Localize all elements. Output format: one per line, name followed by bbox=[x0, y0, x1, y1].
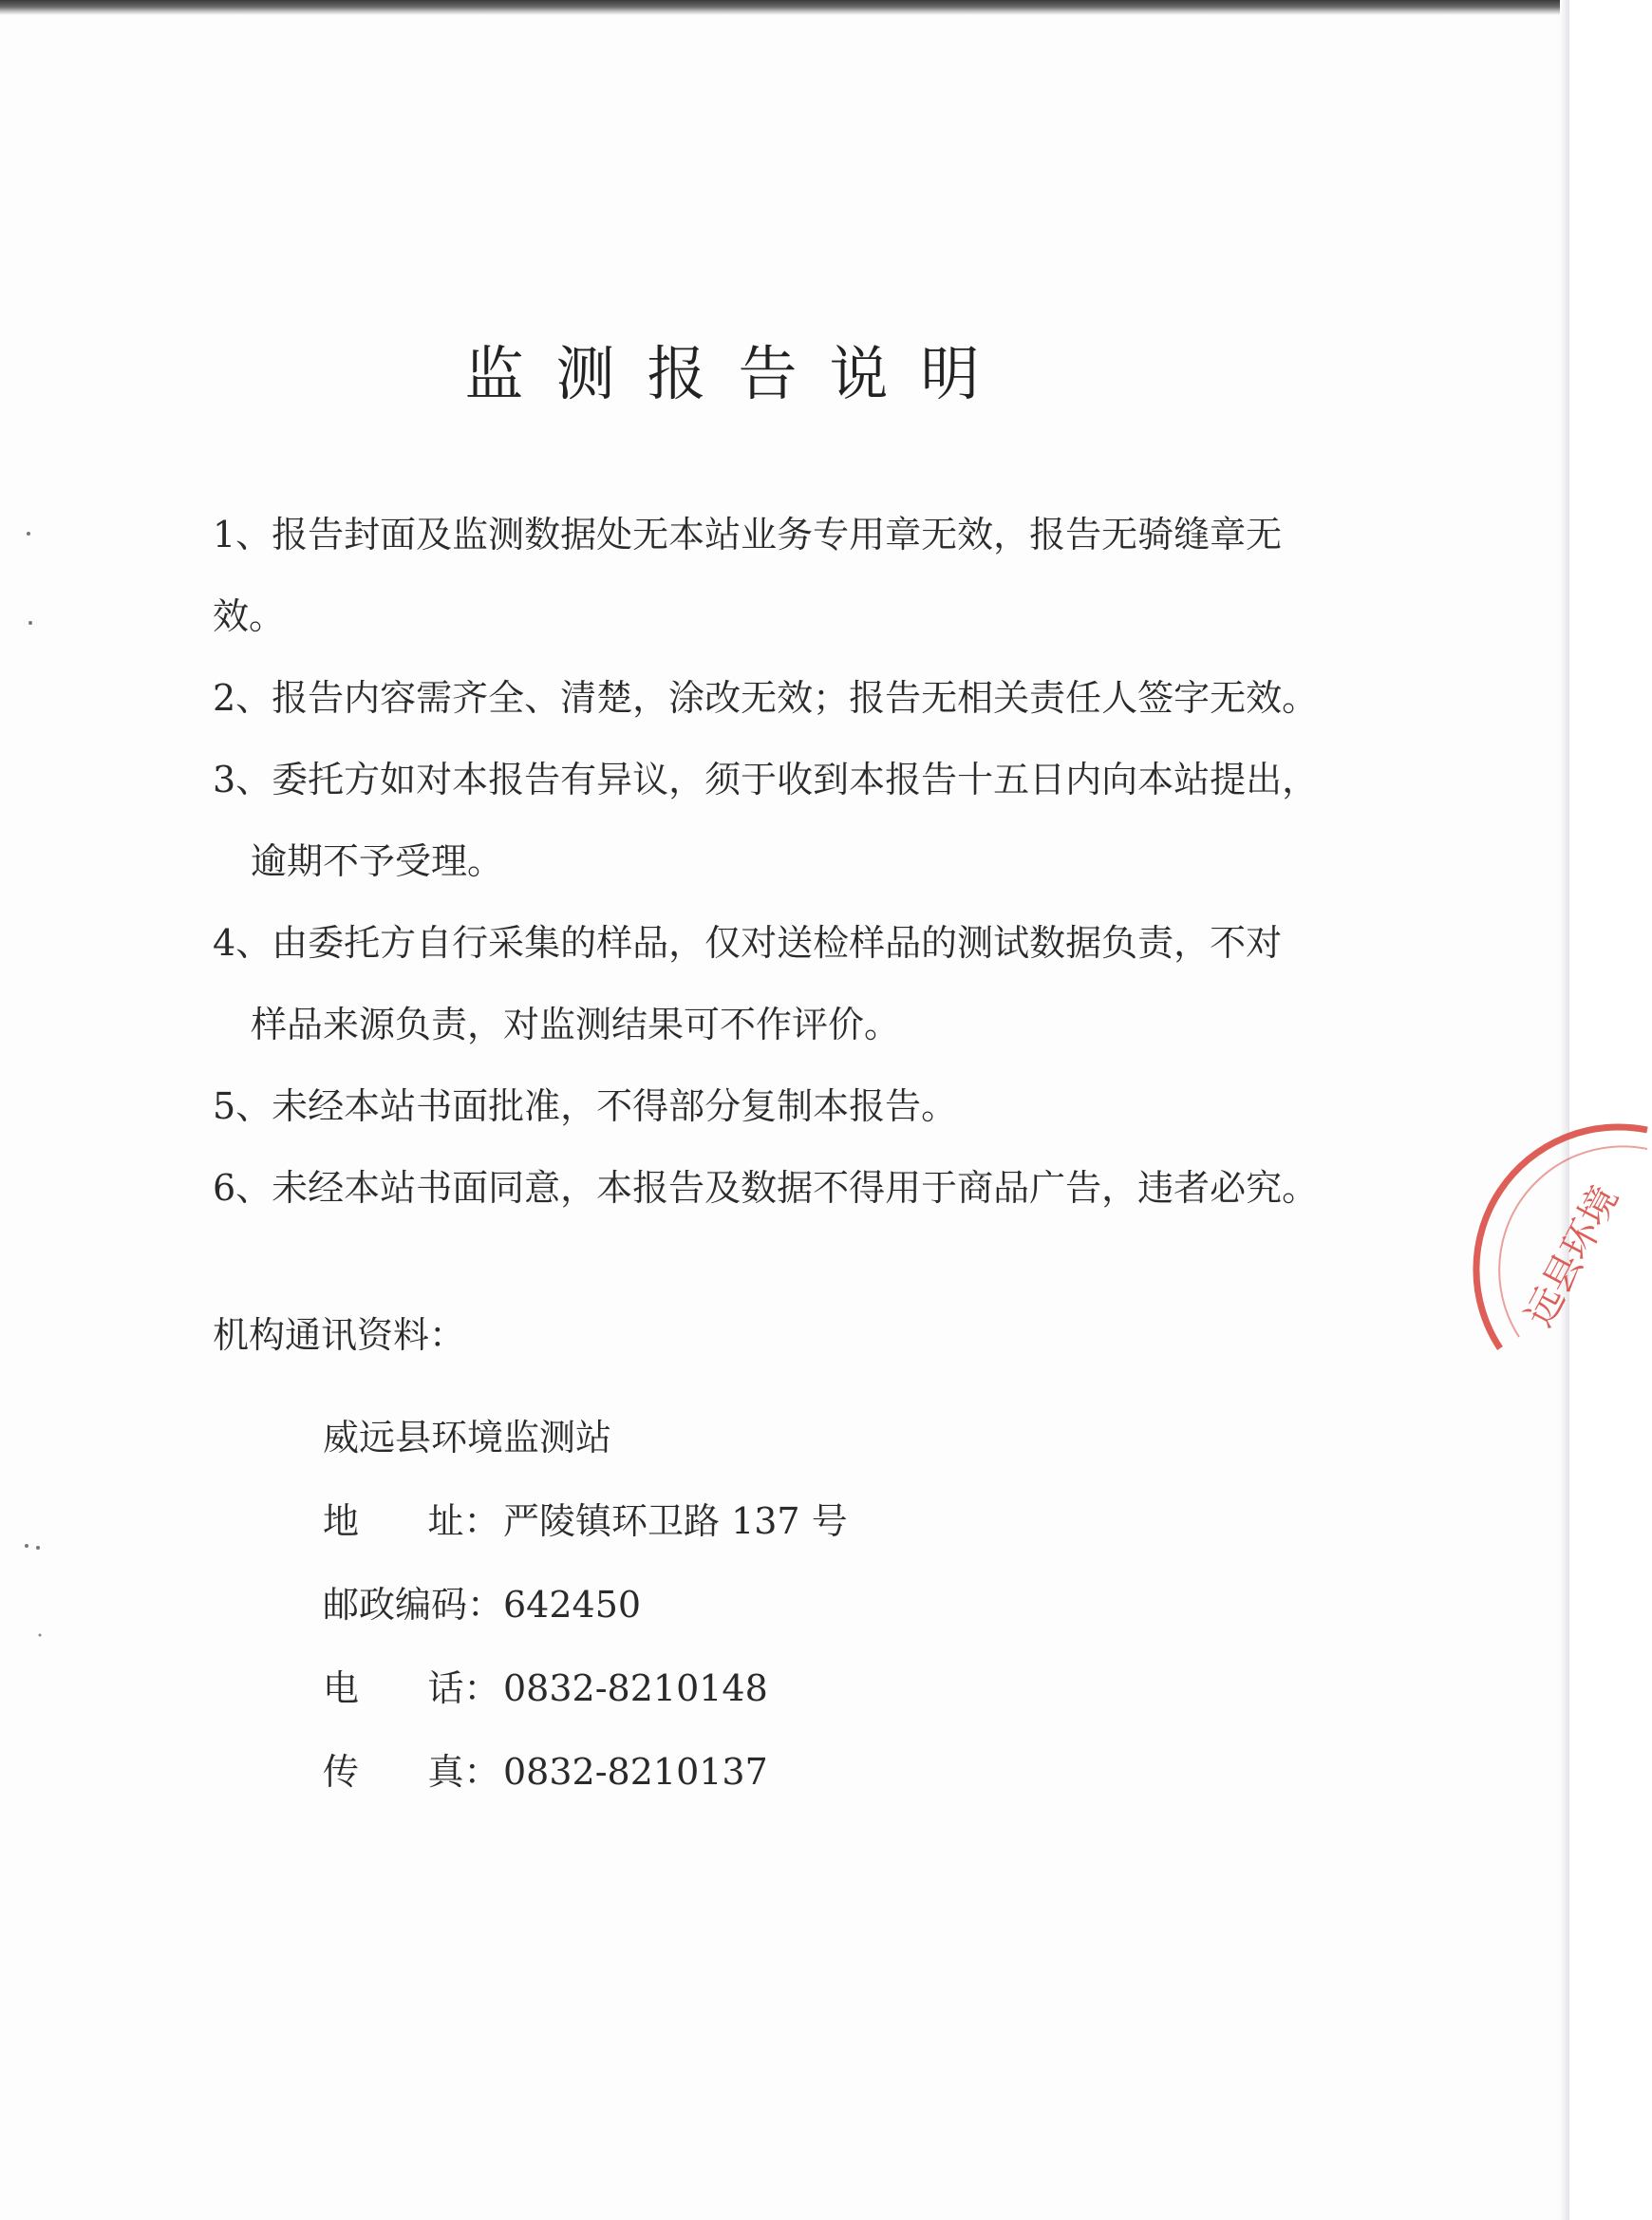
note-2-text: 2、报告内容需齐全、清楚，涂改无效；报告无相关责任人签字无效。 bbox=[213, 677, 1319, 719]
notes-list bbox=[213, 494, 1333, 1229]
note-1-text: 1、报告封面及监测数据处无本站业务专用章无效，报告无骑缝章无 bbox=[213, 514, 1283, 555]
postcode-value: 642450 bbox=[503, 1584, 642, 1626]
fax-value: 0832-8210137 bbox=[503, 1751, 768, 1793]
note-item-6 bbox=[213, 1147, 1333, 1229]
note-item-1 bbox=[213, 494, 1333, 657]
contact-fax-row bbox=[323, 1730, 1272, 1814]
note-1-continuation: 效。 bbox=[213, 595, 286, 637]
address-value: 严陵镇环卫路 137 号 bbox=[503, 1500, 848, 1542]
phone-label: 电 话： bbox=[323, 1667, 500, 1709]
note-item-3 bbox=[213, 739, 1333, 902]
postcode-label: 邮政编码： bbox=[323, 1584, 504, 1626]
contact-organization: 威远县环境监测站 bbox=[323, 1417, 612, 1458]
fax-label: 传 真： bbox=[323, 1751, 500, 1793]
note-6-text: 6、未经本站书面同意，本报告及数据不得用于商品广告，违者必究。 bbox=[213, 1167, 1319, 1209]
contact-address-row bbox=[323, 1479, 1272, 1563]
note-3-continuation: 逾期不予受理。 bbox=[251, 840, 504, 882]
contact-heading: 机构通讯资料： bbox=[213, 1314, 466, 1356]
phone-value: 0832-8210148 bbox=[503, 1667, 768, 1709]
note-4-text: 4、由委托方自行采集的样品，仅对送检样品的测试数据负责，不对 bbox=[213, 922, 1283, 964]
page-title: 监测报告说明 bbox=[464, 339, 1012, 408]
note-3-text: 3、委托方如对本报告有异议，须于收到本报告十五日内向本站提出， bbox=[213, 759, 1319, 800]
note-4-continuation: 样品来源负责，对监测结果可不作评价。 bbox=[251, 1004, 901, 1045]
seal-text: 远县环境 bbox=[1517, 1178, 1627, 1334]
note-item-4 bbox=[213, 902, 1333, 1065]
contact-block bbox=[323, 1396, 1272, 1814]
contact-postcode-row bbox=[323, 1563, 1272, 1646]
scan-edge-top bbox=[0, 0, 1569, 15]
contact-phone-row bbox=[323, 1646, 1272, 1730]
note-5-text: 5、未经本站书面批准，不得部分复制本报告。 bbox=[213, 1085, 958, 1127]
note-item-2 bbox=[213, 657, 1333, 739]
official-seal-partial bbox=[1481, 1092, 1652, 1377]
address-label: 地 址： bbox=[323, 1500, 500, 1542]
note-item-5 bbox=[213, 1065, 1333, 1147]
